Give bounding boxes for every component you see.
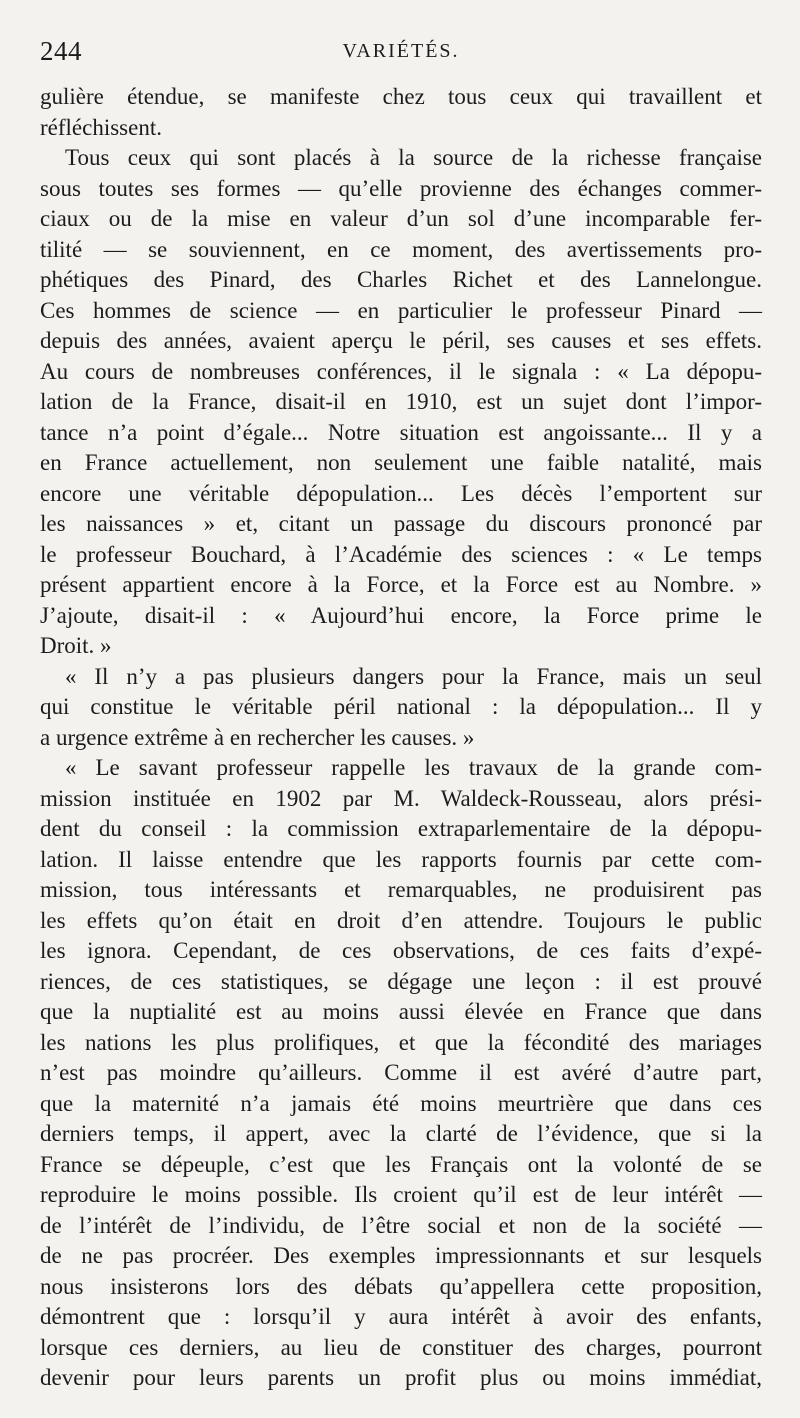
text-line: Ces hommes de science — en particulier le professeur Pinard — [40,297,762,323]
text-line: que la maternité n’a jamais été moins meurtrière que dans ces [40,1090,762,1116]
page-number: 244 [40,36,82,66]
running-title: VARIÉTÉS. [342,40,460,62]
text-line: devenir pour leurs parents un profit plus ou moins immédiat, [40,1365,762,1390]
text-line: sous toutes ses formes — qu’elle provienne des échanges commer- [40,175,762,201]
text-line: les effets qu’on était en droit d’en attendre. Toujours le public [40,907,762,933]
text-line: phétiques des Pinard, des Charles Richet et des Lannelongue. [40,267,762,292]
text-line: dent du conseil : la commission extraparlementaire de la dépopu- [40,816,762,841]
text-line: lorsque ces derniers, au lieu de constituer des charges, pourront [40,1334,762,1360]
text-line: le professeur Bouchard, à l’Académie des sciences : « Le temps [40,541,762,567]
text-line: les naissances » et, citant un passage du discours prononcé par [40,511,762,536]
text-line: mission, tous intéressants et remarquables, ne produisirent pas [40,877,762,902]
text-line: « Le savant professeur rappelle les travaux de la grande com- [65,755,762,780]
text-line: lation de la France, disait-il en 1910, est un sujet dont l’impor- [40,389,762,414]
text-line: gulière étendue, se manifeste chez tous ceux qui travaillent et [40,84,762,109]
text-line: tilité — se souviennent, en ce moment, des avertissements pro- [40,236,762,262]
text-line: les nations les plus prolifiques, et que la fécondité des mariages [40,1029,762,1055]
text-line: de ne pas procréer. Des exemples impressionnants et sur lesquels [40,1243,762,1268]
text-line: encore une véritable dépopulation... Les décès l’emportent sur [40,480,762,506]
text-line: Au cours de nombreuses conférences, il le signala : « La dépopu- [40,358,762,384]
text-line: Tous ceux qui sont placés à la source de la richesse française [65,145,762,170]
text-line: reproduire le moins possible. Ils croient qu’il est de leur intérêt — [40,1182,762,1207]
page-header [40,36,762,82]
text-line: en France actuellement, non seulement une faible natalité, mais [40,450,762,475]
text-line: a urgence extrême à en rechercher les causes. » [40,724,475,750]
text-line: qui constitue le véritable péril national : la dépopulation... Il y [40,694,762,719]
text-line: les ignora. Cependant, de ces observations, de ces faits d’expé- [40,938,762,963]
text-line: « Il n’y a pas plusieurs dangers pour la France, mais un seul [65,663,762,689]
text-line: Droit. » [40,633,112,658]
text-line: derniers temps, il appert, avec la clarté de l’évidence, que si la [40,1121,762,1146]
text-line: depuis des années, avaient aperçu le péril, ses causes et ses effets. [40,328,762,353]
text-line: J’ajoute, disait-il : « Aujourd’hui encore, la Force prime le [40,602,762,628]
text-line: France se dépeuple, c’est que les Français ont la volonté de se [40,1151,762,1177]
text-line: lation. Il laisse entendre que les rapports fournis par cette com- [40,846,762,872]
text-line: nous insisterons lors des débats qu’appellera cette proposition, [40,1273,762,1299]
text-line: riences, de ces statistiques, se dégage une leçon : il est prouvé [40,968,762,994]
body-text [40,82,762,1394]
text-line: que la nuptialité est au moins aussi élevée en France que dans [40,999,762,1024]
text-line: démontrent que : lorsqu’il y aura intérêt à avoir des enfants, [40,1304,762,1329]
text-line: ciaux ou de la mise en valeur d’un sol d’une incomparable fer- [40,206,762,231]
text-line: de l’intérêt de l’individu, de l’être social et non de la société — [40,1212,762,1238]
text-line: réfléchissent. [40,114,162,140]
text-line: mission instituée en 1902 par M. Waldeck-Rousseau, alors prési- [40,785,762,811]
text-line: n’est pas moindre qu’ailleurs. Comme il est avéré d’autre part, [40,1060,762,1085]
text-line: tance n’a point d’égale... Notre situation est angoissante... Il y a [40,419,762,445]
text-line: présent appartient encore à la Force, et la Force est au Nombre. » [40,572,762,597]
